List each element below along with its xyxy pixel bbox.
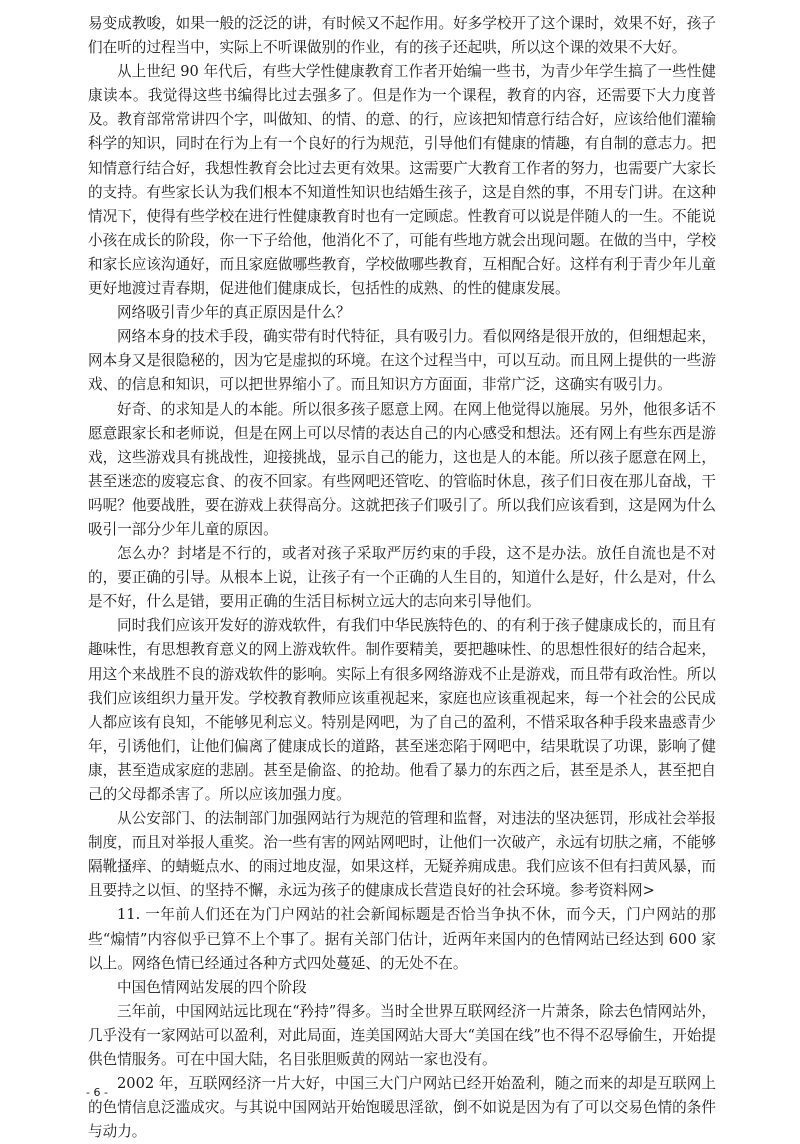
paragraph: 好奇、的求知是人的本能。所以很多孩子愿意上网。在网上他觉得以施展。另外，他很多话不愿意跟家长和老师说，但是在网上可以尽情的表达自己的内心感受和想法。还有网上有些东西是游戏，这些游戏具有挑战性，迎接挑战，显示自己的能力，这也是人的本能。所以孩子愿意在网上，甚至迷恋的废寝忘食、的夜不回家。有些网吧还管吃、的管临时休息，孩子们日夜在那儿奋战，干吗呢？他要战胜，要在游戏上获得高分。这就把孩子们吸引了。所以我们应该看到，这是网为什么吸引一部分少年儿童的原因。 <box>88 400 716 538</box>
page-number: - 6 - <box>86 1086 108 1099</box>
section-heading: 中国色情网站发展的四个阶段 <box>117 978 307 996</box>
paragraph: 三年前，中国网站远比现在“矜持”得多。当时全世界互联网经济一片萧条，除去色情网站外，几乎没有一家网站可以盈利，对此局面，连美国网站大哥大“美国在线”也不得不忍辱偷生，开始提供色情服务。可在中国大陆，名目张胆贩黄的网站一家也没有。 <box>88 1002 716 1069</box>
section-heading: 网络吸引青少年的真正原因是什么？ <box>117 304 351 322</box>
paragraph: 同时我们应该开发好的游戏软件，有我们中华民族特色的、的有利于孩子健康成长的，而且有趣味性，有思想教育意义的网上游戏软件。制作要精美，要把趣味性、的思想性很好的结合起来，用这个来战胜不良的游戏软件的影响。实际上有很多网络游戏不止是游戏，而且带有政治性。所以我们应该组织力量开发。学校教育教师应该重视起来，家庭也应该重视起来，每一个社会的公民成人都应该有良知，不能够见利忘义。特别是网吧，为了自己的盈利，不惜采取各种手段来蛊惑青少年，引诱他们，让他们偏离了健康成长的道路，甚至迷恋陷于网吧中，结果耽误了功课，影响了健康，甚至造成家庭的悲剧。甚至是偷盗、的抢劫。他看了暴力的东西之后，甚至是杀人，甚至把自己的父母都杀害了。所以应该加强力度。 <box>88 617 716 803</box>
paragraph: 从公安部门、的法制部门加强网站行为规范的管理和监督，对违法的坚决惩罚，形成社会举报制度，而且对举报人重奖。治一些有害的网站网吧时，让他们一次破产，永远有切肤之痛，不能够隔靴搔痒、的蜻蜓点水、的雨过地皮湿，如果这样，无疑养痈成患。我们应该不但有扫黄风暴，而且要持之以恒、的坚持不懈，永远为孩子的健康成长营造良好的社会环境。参考资料网> <box>88 810 716 900</box>
paragraph: 11. 一年前人们还在为门户网站的社会新闻标题是否恰当争执不休，而今天，门户网站的那些“煽情”内容似乎已算不上个事了。据有关部门估计，近两年来国内的色情网站已经达到 600 家以上。网络色情已经通过各种方式四处蔓延、的无处不在。 <box>88 906 716 972</box>
document-body <box>88 12 716 1144</box>
paragraph: 易变成教唆，如果一般的泛泛的讲，有时候又不起作用。好多学校开了这个课时，效果不好，孩子们在听的过程当中，实际上不听课做别的作业，有的孩子还起哄，所以这个课的效果不大好。 <box>88 15 716 57</box>
paragraph: 怎么办？封堵是不行的，或者对孩子采取严厉约束的手段，这不是办法。放任自流也是不对的，要正确的引导。从根本上说，让孩子有一个正确的人生目的，知道什么是好，什么是对，什么是不好，什么是错，要用正确的生活目标树立远大的志向来引导他们。 <box>88 545 716 611</box>
paragraph: 从上世纪 90 年代后，有些大学性健康教育工作者开始编一些书，为青少年学生搞了一些性健康读本。我觉得这些书编得比过去强多了。但是作为一个课程，教育的内容，还需要下大力度普及。教育部常常讲四个字，叫做知、的情、的意、的行，应该把知情意行结合好，应该给他们灌输科学的知识，同时在行为上有一个良好的行为规范，引导他们有健康的情趣，有自制的意志力。把知情意行结合好，我想性教育会比过去更有效果。这需要广大教育工作者的努力，也需要广大家长的支持。有些家长认为我们根本不知道性知识也结婚生孩子，这是自然的事，不用专门讲。在这种情况下，使得有些学校在进行性健康教育时也有一定顾虑。性教育可以说是伴随人的一生。不能说小孩在成长的阶段，你一下子给他，他消化不了，可能有些地方就会出现问题。在做的当中，学校和家长应该沟通好，而且家庭做哪些教育，学校做哪些教育，互相配合好。这样有利于青少年儿童更好地渡过青春期，促进他们健康成长，包括性的成熟、的性的健康发展。 <box>88 63 716 298</box>
paragraph: 2002 年，互联网经济一片大好，中国三大门户网站已经开始盈利，随之而来的却是互联网上的色情信息泛滥成灾。与其说中国网站开始饱暖思淫欲，倒不如说是因为有了可以交易色情的条件与动力。 <box>88 1075 716 1141</box>
paragraph: 网络本身的技术手段，确实带有时代特征，具有吸引力。看似网络是很开放的，但细想起来，网本身又是很隐秘的，因为它是虚拟的环境。在这个过程当中，可以互动。而且网上提供的一些游戏、的信息和知识，可以把世界缩小了。而且知识方方面面，非常广泛，这确实有吸引力。 <box>88 328 716 394</box>
